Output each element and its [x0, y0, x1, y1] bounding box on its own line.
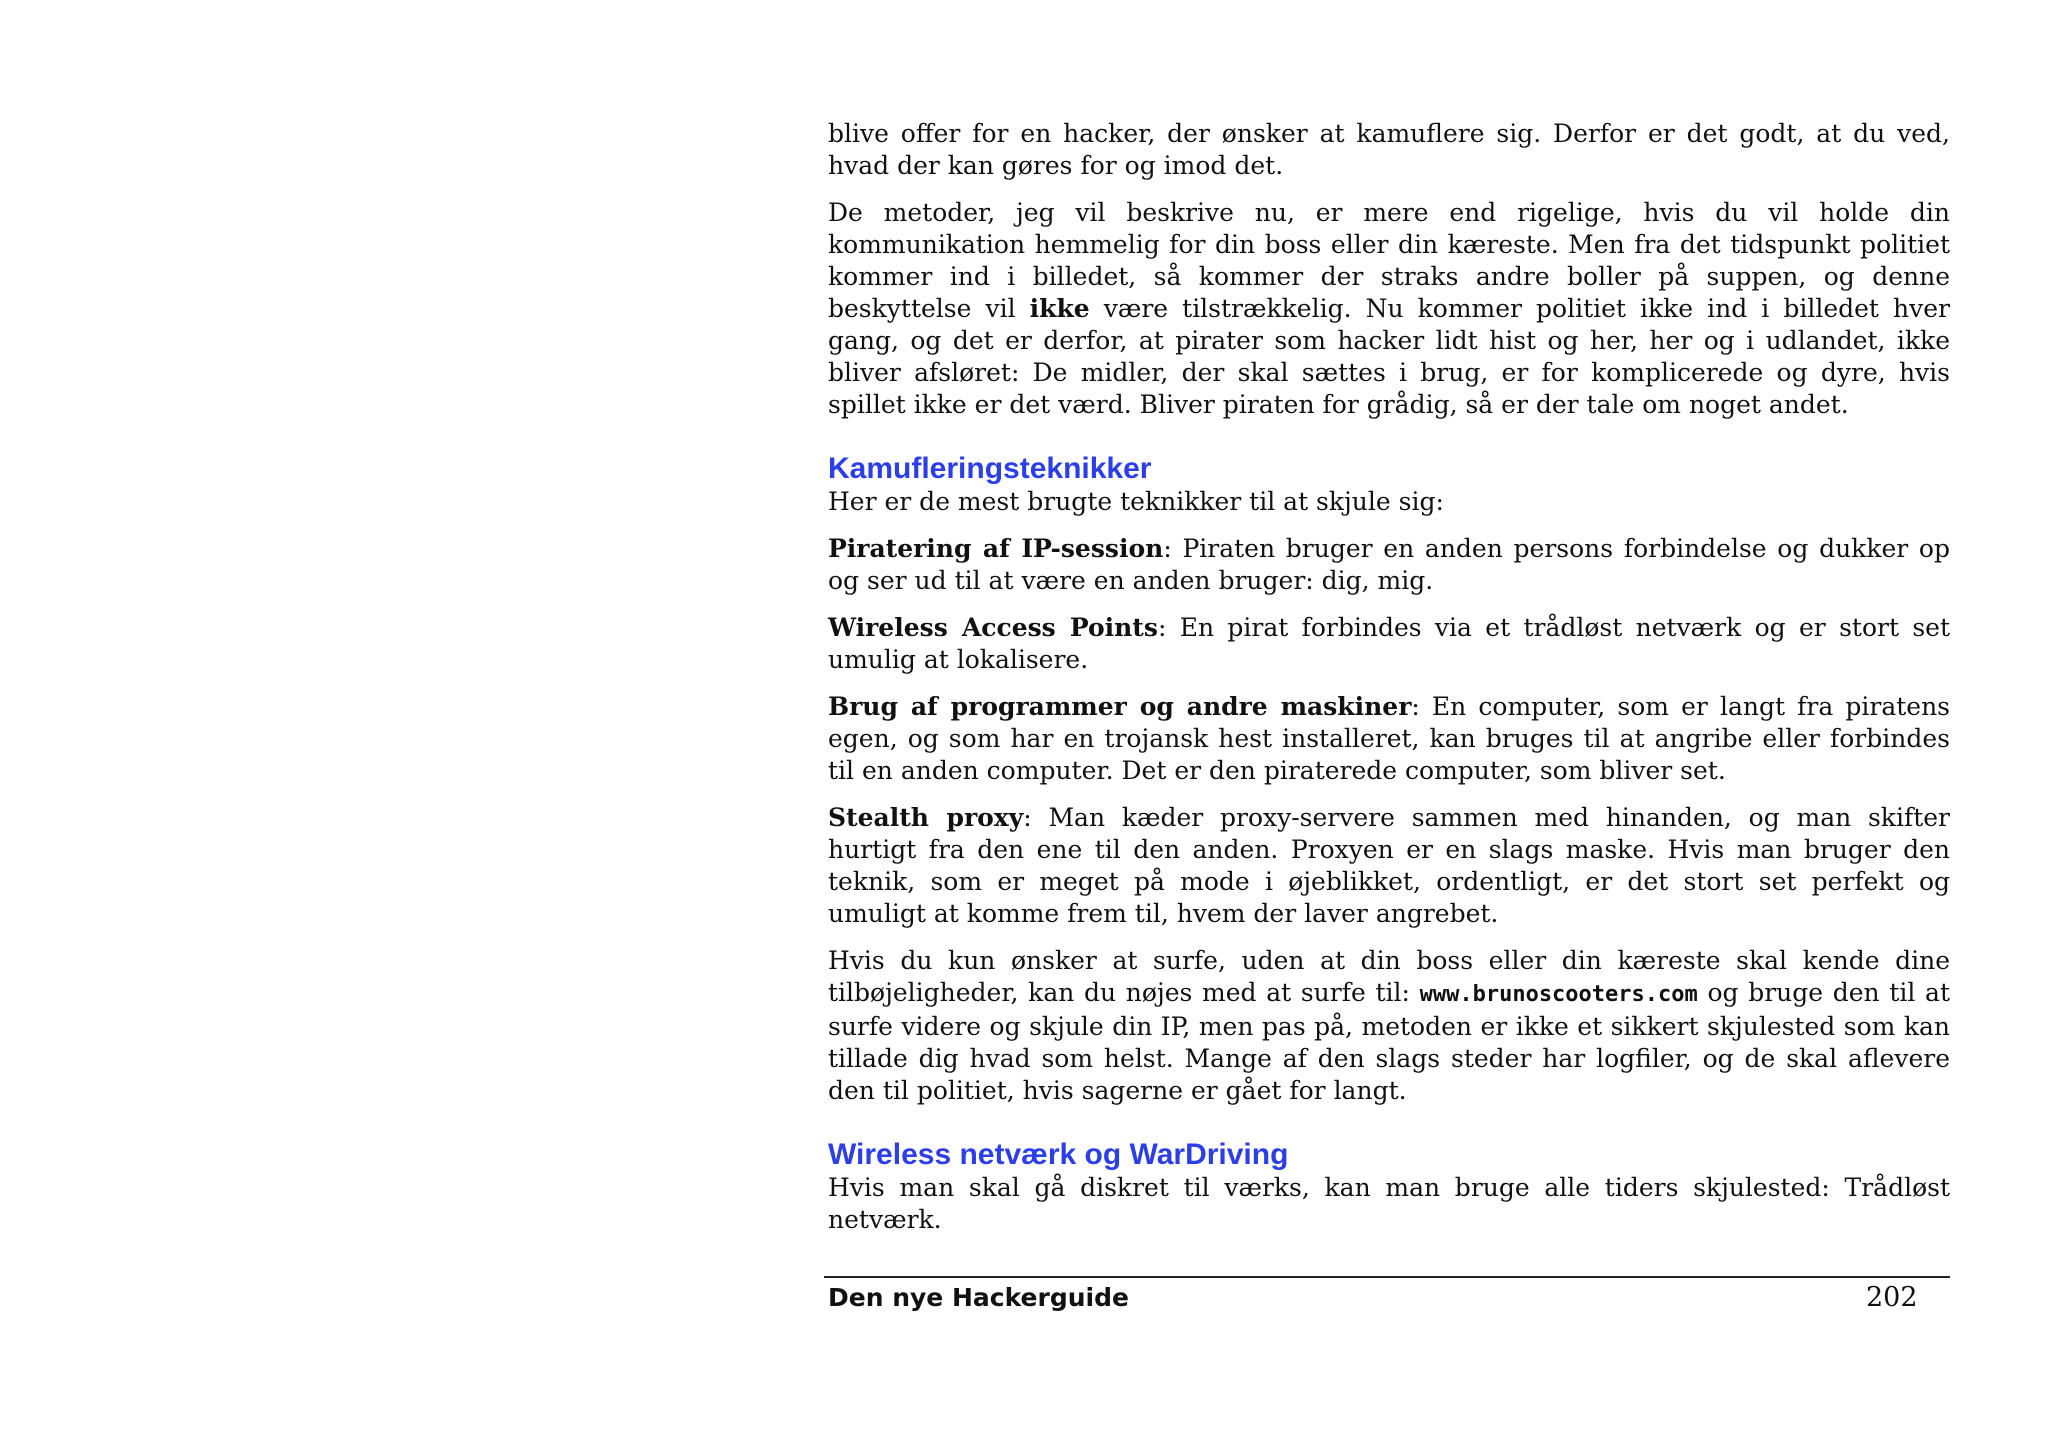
- footer-book-title: Den nye Hackerguide: [828, 1283, 1129, 1312]
- page-body: [828, 118, 1950, 1251]
- technique-term: Wireless Access Points: [828, 613, 1158, 642]
- closing-start: Hvis du kun ønsker at surfe, uden at din boss eller din kæreste skal kende dine tilbøjeligheder, kan du nøjes med at surfe til:: [828, 946, 1950, 1007]
- section-heading-wireless: Wireless netværk og WarDriving: [828, 1138, 1289, 1171]
- intro-paragraph-1: blive offer for en hacker, der ønsker at kamuflere sig. Derfor er det godt, at du ved, hvad der kan gøres for og imod det.: [828, 119, 1950, 180]
- closing-end: og bruge den til at surfe videre og skjule din IP, men pas på, metoden er ikke et sikkert skjulested som kan tillade dig hvad som helst. Mange af den slags steder har logfiler, og de skal aflevere den til politiet, hvis sagerne er gået for langt.: [828, 978, 1950, 1105]
- technique-text: : En computer, som er langt fra piratens egen, og som har en trojansk hest installeret, kan bruges til at angribe eller forbindes til en anden computer. Det er den piraterede computer, som bliver set.: [828, 692, 1950, 785]
- intro-p2-start: De metoder, jeg vil beskrive nu, er mere end rigelige, hvis du vil holde din kommunikation hemmelig for din boss eller din kæreste. Men fra det tidspunkt politiet kommer ind i billedet, så kommer der straks andre boller på suppen, og denne beskyttelse vil: [828, 198, 1950, 323]
- technique-text: : Man kæder proxy-servere sammen med hinanden, og man skifter hurtigt fra den ene til den anden. Proxyen er en slags maske. Hvis man bruger den teknik, som er meget på mode i øjeblikket, ordentligt, er det stort set perfekt og umuligt at komme frem til, hvem der laver angrebet.: [828, 803, 1950, 928]
- technique-item: [828, 612, 1950, 676]
- technique-text: : Piraten bruger en anden persons forbindelse og dukker op og ser ud til at være en anden bruger: dig, mig.: [828, 534, 1950, 595]
- section2-lead: Hvis man skal gå diskret til værks, kan man bruge alle tiders skjulested: Trådløst netværk.: [828, 1173, 1950, 1234]
- technique-item: [828, 802, 1950, 930]
- footer-page-number: 202: [1866, 1282, 1918, 1313]
- technique-item: [828, 533, 1950, 597]
- intro-paragraph-2: [828, 197, 1950, 421]
- intro-p2-emphasis: ikke: [1029, 294, 1090, 323]
- section-heading-kamuflering: Kamufleringsteknikker: [828, 452, 1152, 485]
- section1-closing: [828, 945, 1950, 1107]
- technique-text: : En pirat forbindes via et trådløst netværk og er stort set umulig at lokalisere.: [828, 613, 1950, 674]
- technique-term: Brug af programmer og andre maskiner: [828, 692, 1412, 721]
- technique-term: Stealth proxy: [828, 803, 1024, 832]
- section1-lead: Her er de mest brugte teknikker til at skjule sig:: [828, 487, 1444, 516]
- intro-p2-end: være tilstrækkelig. Nu kommer politiet ikke ind i billedet hver gang, og det er derfor, at pirater som hacker lidt hist og her, her og i udlandet, ikke bliver afsløret: De midler, der skal sættes i brug, er for komplicerede og dyre, hvis spillet ikke er det værd. Bliver piraten for grådig, så er der tale om noget andet.: [828, 294, 1950, 419]
- footer-divider: [824, 1276, 1950, 1278]
- website-url: www.brunoscooters.com: [1419, 982, 1698, 1007]
- technique-term: Piratering af IP-session: [828, 534, 1164, 563]
- technique-item: [828, 691, 1950, 787]
